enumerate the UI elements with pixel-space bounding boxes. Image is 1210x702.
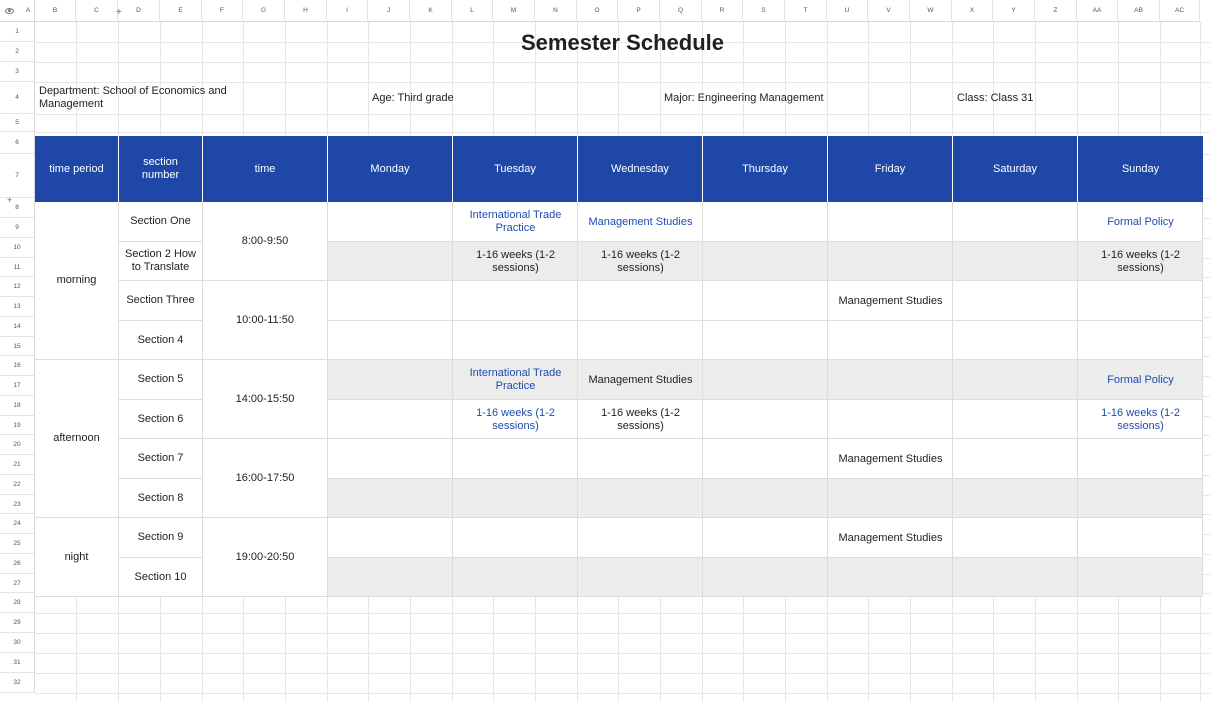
schedule-cell[interactable] [578, 321, 703, 360]
schedule-cell[interactable] [953, 242, 1078, 281]
schedule-cell[interactable] [953, 321, 1078, 360]
course-cell[interactable]: International Trade Practice [469, 209, 562, 234]
row-resize-cursor-icon: + [7, 195, 13, 205]
schedule-cell[interactable] [828, 558, 953, 597]
schedule-cell[interactable] [453, 321, 578, 360]
schedule-cell[interactable] [953, 360, 1078, 400]
schedule-cell[interactable] [328, 479, 453, 518]
section-cell[interactable]: Section 7 [119, 439, 203, 479]
course-cell[interactable]: Management Studies [838, 531, 943, 544]
schedule-cell[interactable] [328, 321, 453, 360]
header-saturday[interactable]: Saturday [953, 136, 1078, 202]
schedule-cell[interactable] [703, 518, 828, 558]
row-header-25[interactable]: 25 [0, 534, 35, 554]
grid-line [35, 132, 1210, 133]
col-header-Y[interactable]: Y [993, 0, 1035, 22]
grid-line [35, 633, 1210, 634]
header-thursday[interactable]: Thursday [703, 136, 828, 202]
schedule-cell[interactable] [953, 518, 1078, 558]
row-header-16[interactable]: 16 [0, 356, 35, 376]
course-cell[interactable]: 1-16 weeks (1-2 sessions) [601, 248, 680, 274]
schedule-cell[interactable] [328, 439, 453, 479]
col-header-R[interactable]: R [702, 0, 743, 22]
row-header-8[interactable]: 8 [0, 198, 35, 218]
header-tuesday[interactable]: Tuesday [453, 136, 578, 202]
column-resize-cursor-icon: + [116, 7, 122, 18]
course-cell[interactable]: Management Studies [838, 294, 943, 307]
section-cell[interactable]: Section 8 [119, 479, 203, 518]
age-info[interactable]: Age: Third grade [372, 91, 454, 104]
course-cell[interactable]: 1-16 weeks (1-2 sessions) [1101, 248, 1180, 274]
row-header-9[interactable]: 9 [0, 218, 35, 238]
period-morning[interactable]: morning [35, 202, 119, 360]
schedule-cell[interactable] [703, 400, 828, 439]
schedule-cell[interactable] [953, 400, 1078, 439]
col-header-K[interactable]: K [410, 0, 452, 22]
col-header-AA[interactable]: AA [1077, 0, 1118, 22]
col-header-O[interactable]: O [577, 0, 618, 22]
col-header-E[interactable]: E [160, 0, 202, 22]
grid-line [35, 613, 1210, 614]
major-info[interactable]: Major: Engineering Management [664, 91, 824, 104]
schedule-cell[interactable] [953, 558, 1078, 597]
col-header-G[interactable]: G [243, 0, 285, 22]
schedule-cell[interactable] [578, 558, 703, 597]
header-time-period[interactable]: time period [35, 136, 119, 202]
row-header-15[interactable]: 15 [0, 337, 35, 356]
col-header-Z[interactable]: Z [1035, 0, 1077, 22]
row-header-20[interactable]: 20 [0, 435, 35, 455]
section-cell[interactable]: Section 6 [119, 400, 203, 439]
course-cell[interactable]: 1-16 weeks (1-2 sessions) [476, 406, 555, 432]
col-header-M[interactable]: M [493, 0, 535, 22]
row-header-28[interactable]: 28 [0, 593, 35, 613]
col-header-P[interactable]: P [618, 0, 660, 22]
schedule-cell[interactable] [328, 242, 453, 281]
col-header-W[interactable]: W [910, 0, 952, 22]
course-cell[interactable]: Management Studies [588, 215, 693, 228]
time-cell[interactable]: 14:00-15:50 [203, 360, 328, 439]
course-cell[interactable]: International Trade Practice [469, 367, 562, 392]
time-cell[interactable]: 19:00-20:50 [203, 518, 328, 597]
row-header-24[interactable]: 24 [0, 514, 35, 534]
section-cell[interactable]: Section 9 [119, 518, 203, 558]
time-cell[interactable]: 8:00-9:50 [203, 202, 328, 281]
course-cell[interactable]: 1-16 weeks (1-2 sessions) [601, 406, 680, 432]
course-cell[interactable]: Management Studies [588, 373, 693, 386]
schedule-cell[interactable] [1078, 281, 1203, 321]
schedule-cell[interactable] [578, 518, 703, 558]
section-cell[interactable]: Section Three [119, 281, 203, 321]
header-wednesday[interactable]: Wednesday [578, 136, 703, 202]
page-title[interactable]: Semester Schedule [521, 29, 724, 55]
schedule-cell[interactable] [703, 360, 828, 400]
row-header-32[interactable]: 32 [0, 673, 35, 693]
schedule-cell[interactable] [453, 479, 578, 518]
row-header-2[interactable]: 2 [0, 42, 35, 62]
row-header-10[interactable]: 10 [0, 238, 35, 258]
row-header-31[interactable]: 31 [0, 653, 35, 673]
col-header-V[interactable]: V [868, 0, 910, 22]
section-cell[interactable]: Section One [119, 202, 203, 242]
course-cell[interactable]: 1-16 weeks (1-2 sessions) [1101, 406, 1180, 432]
schedule-cell[interactable] [953, 281, 1078, 321]
schedule-cell[interactable] [828, 202, 953, 242]
col-header-F[interactable]: F [202, 0, 243, 22]
schedule-cell[interactable] [328, 558, 453, 597]
period-night[interactable]: night [35, 518, 119, 597]
row-header-14[interactable]: 14 [0, 317, 35, 337]
schedule-cell[interactable] [578, 479, 703, 518]
schedule-cell[interactable] [828, 479, 953, 518]
grid-line [35, 653, 1210, 654]
schedule-cell[interactable] [578, 439, 703, 479]
schedule-cell[interactable] [1078, 479, 1203, 518]
col-header-D[interactable]: D [118, 0, 160, 22]
row-header-23[interactable]: 23 [0, 495, 35, 514]
course-cell[interactable]: 1-16 weeks (1-2 sessions) [476, 248, 555, 274]
col-header-A[interactable]: A [26, 7, 31, 14]
schedule-cell[interactable] [828, 360, 953, 400]
row-header-12[interactable]: 12 [0, 277, 35, 297]
schedule-cell[interactable] [328, 518, 453, 558]
course-cell[interactable]: Formal Policy [1107, 215, 1174, 228]
schedule-cell[interactable] [703, 479, 828, 518]
row-header-30[interactable]: 30 [0, 633, 35, 653]
cell-grid[interactable] [35, 22, 1210, 702]
col-header-L[interactable]: L [452, 0, 493, 22]
schedule-cell[interactable] [828, 400, 953, 439]
grid-line [35, 693, 1210, 694]
header-monday[interactable]: Monday [328, 136, 453, 202]
schedule-cell[interactable] [328, 400, 453, 439]
schedule-cell[interactable] [953, 439, 1078, 479]
row-header-11[interactable]: 11 [0, 258, 35, 277]
schedule-cell[interactable] [1078, 321, 1203, 360]
col-header-I[interactable]: I [327, 0, 368, 22]
period-afternoon[interactable]: afternoon [35, 360, 119, 518]
row-header-18[interactable]: 18 [0, 396, 35, 416]
col-header-T[interactable]: T [785, 0, 827, 22]
grid-line [35, 114, 1210, 115]
schedule-cell[interactable] [453, 439, 578, 479]
col-header-H[interactable]: H [285, 0, 327, 22]
schedule-cell[interactable] [328, 202, 453, 242]
col-header-Q[interactable]: Q [660, 0, 702, 22]
row-header-19[interactable]: 19 [0, 416, 35, 435]
visibility-icon[interactable] [5, 8, 14, 14]
row-header-13[interactable]: 13 [0, 297, 35, 317]
grid-line [35, 673, 1210, 674]
row-header-7[interactable]: 7 [0, 154, 35, 198]
col-header-S[interactable]: S [743, 0, 785, 22]
row-header-3[interactable]: 3 [0, 62, 35, 82]
header-friday[interactable]: Friday [828, 136, 953, 202]
col-header-C[interactable]: C [76, 0, 118, 22]
schedule-cell[interactable] [703, 202, 828, 242]
col-header-X[interactable]: X [952, 0, 993, 22]
schedule-cell[interactable] [1078, 558, 1203, 597]
col-header-B[interactable]: B [35, 0, 76, 22]
select-all-corner[interactable] [0, 0, 35, 22]
course-cell[interactable]: Formal Policy [1107, 373, 1174, 386]
time-cell[interactable]: 16:00-17:50 [203, 439, 328, 518]
schedule-cell[interactable] [453, 518, 578, 558]
schedule-cell[interactable] [328, 281, 453, 321]
header-sunday[interactable]: Sunday [1078, 136, 1203, 202]
schedule-cell[interactable] [453, 281, 578, 321]
col-header-N[interactable]: N [535, 0, 577, 22]
section-cell[interactable]: Section 4 [119, 321, 203, 360]
col-header-AC[interactable]: AC [1160, 0, 1200, 22]
course-cell[interactable]: Management Studies [838, 452, 943, 465]
col-header-J[interactable]: J [368, 0, 410, 22]
grid-line [35, 62, 1210, 63]
schedule-cell[interactable] [703, 558, 828, 597]
row-header-6[interactable]: 6 [0, 132, 35, 154]
row-header-26[interactable]: 26 [0, 554, 35, 574]
schedule-cell[interactable] [703, 242, 828, 281]
row-header-22[interactable]: 22 [0, 475, 35, 495]
schedule-cell[interactable] [703, 439, 828, 479]
header-time[interactable]: time [203, 136, 328, 202]
row-header-21[interactable]: 21 [0, 455, 35, 475]
row-header-17[interactable]: 17 [0, 376, 35, 396]
row-header-29[interactable]: 29 [0, 613, 35, 633]
schedule-cell[interactable] [953, 202, 1078, 242]
schedule-cell[interactable] [1078, 518, 1203, 558]
row-header-1[interactable]: 1 [0, 22, 35, 42]
time-cell[interactable]: 10:00-11:50 [203, 281, 328, 360]
schedule-cell[interactable] [328, 360, 453, 400]
row-header-27[interactable]: 27 [0, 574, 35, 593]
schedule-cell[interactable] [953, 479, 1078, 518]
row-header-5[interactable]: 5 [0, 114, 35, 132]
schedule-cell[interactable] [703, 321, 828, 360]
section-cell[interactable]: Section 5 [119, 360, 203, 400]
section-cell[interactable]: Section 10 [119, 558, 203, 597]
schedule-cell[interactable] [453, 558, 578, 597]
schedule-cell[interactable] [828, 242, 953, 281]
schedule-cell[interactable] [578, 281, 703, 321]
col-header-AB[interactable]: AB [1118, 0, 1160, 22]
col-header-U[interactable]: U [827, 0, 868, 22]
schedule-cell[interactable] [1078, 439, 1203, 479]
header-section-number[interactable]: section number [119, 136, 203, 202]
section-cell[interactable]: Section 2 How to Translate [119, 242, 203, 281]
schedule-cell[interactable] [828, 321, 953, 360]
row-header-4[interactable]: 4 [0, 82, 35, 114]
class-info[interactable]: Class: Class 31 [957, 91, 1034, 104]
department-info[interactable]: Department: School of Economics and Management [39, 85, 227, 110]
schedule-cell[interactable] [703, 281, 828, 321]
